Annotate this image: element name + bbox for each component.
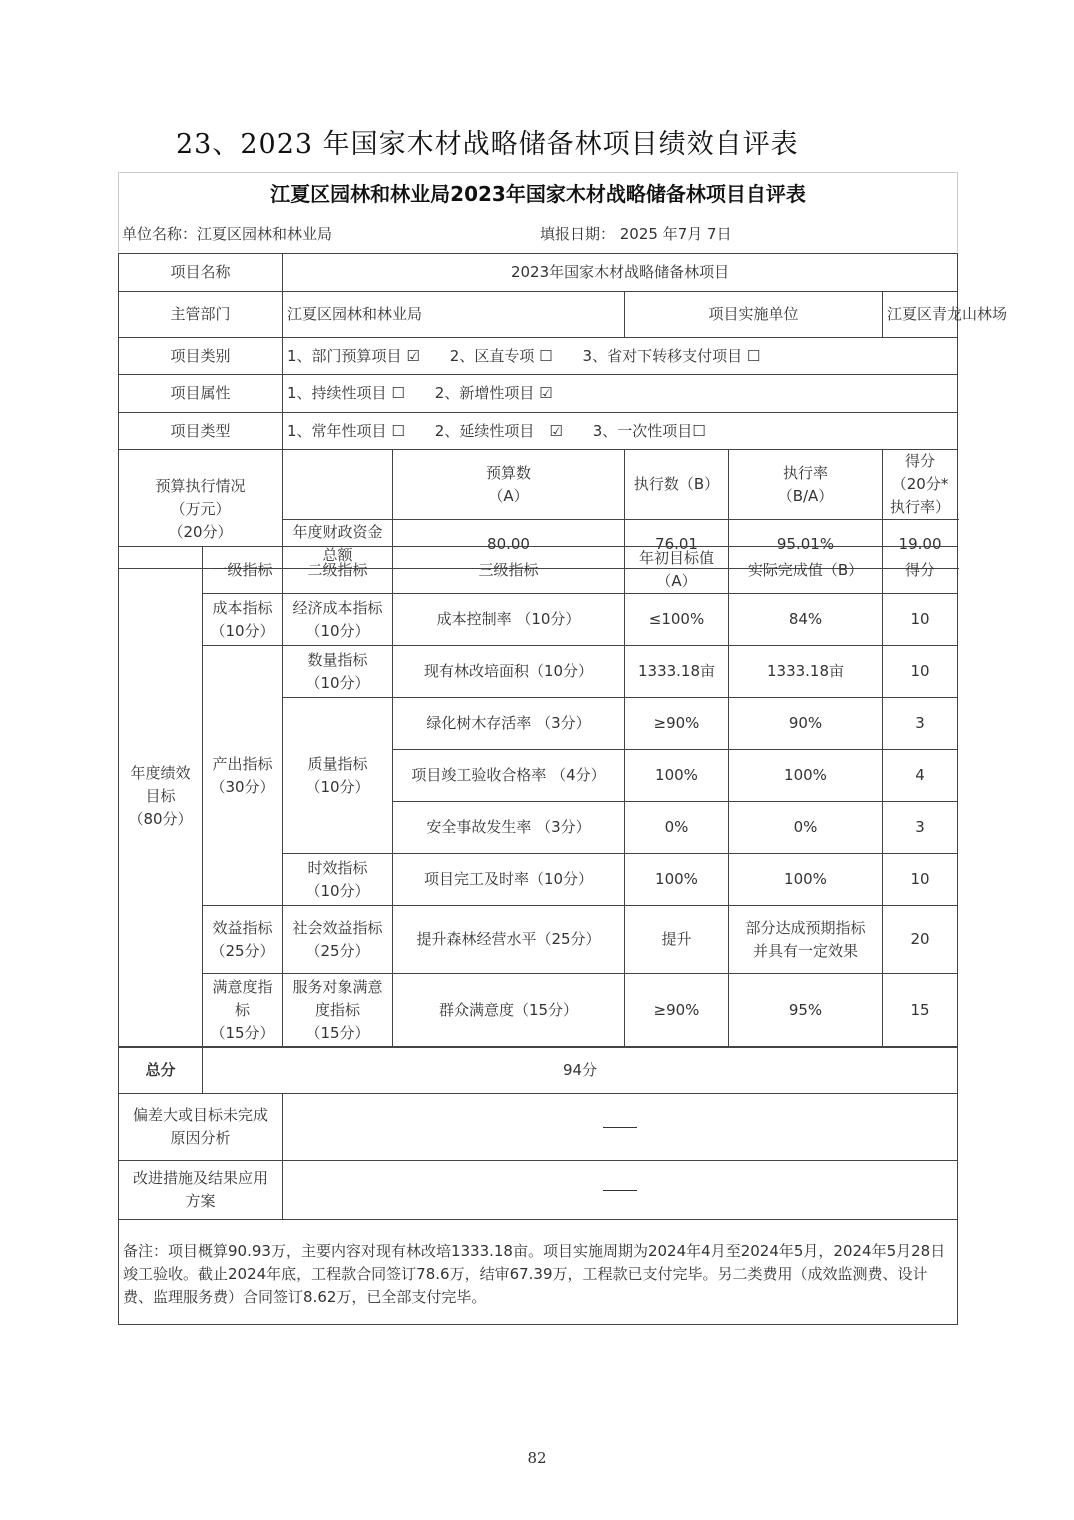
output-indicator-line2: （30分）: [210, 777, 275, 796]
table-row-score: 10: [883, 594, 958, 646]
exec-header: 执行数（B）: [625, 450, 729, 520]
annual-performance-label: [119, 547, 203, 1047]
table-row-target: 100%: [625, 750, 729, 802]
level3-header: 三级指标: [393, 547, 625, 594]
table-row-target: ≥90%: [625, 698, 729, 750]
table-row-score: 20: [883, 906, 958, 974]
category-label: 项目类别: [119, 338, 283, 375]
target-header-line2: （A）: [656, 572, 697, 590]
actual-line2: 并具有一定效果: [752, 941, 858, 960]
economic-cost-line2: （10分）: [305, 621, 370, 640]
social-benefit-line2: （25分）: [305, 941, 370, 960]
budget-value: 80.00: [393, 520, 625, 569]
impl-value: 江夏区青龙山林场: [883, 292, 958, 338]
total-value: 94分: [203, 1048, 958, 1094]
table-row-target: 100%: [625, 854, 729, 906]
total-label: 总分: [119, 1048, 203, 1094]
deviation-value: [283, 1094, 958, 1161]
table-row-actual: 0%: [729, 802, 883, 854]
improvement-label-line1: 改进措施及结果应用: [132, 1169, 268, 1187]
dash-mark: [603, 1190, 637, 1191]
cost-indicator-line1: 成本指标: [212, 598, 273, 617]
budget-header-a-line1: 预算数: [486, 463, 532, 482]
table-row-actual: 95%: [729, 974, 883, 1047]
budget-corner: [283, 450, 393, 520]
annual-fund-label-line2: 总额: [322, 546, 353, 564]
table-row-actual: 90%: [729, 698, 883, 750]
benefit-indicator-line1: 效益指标: [212, 918, 273, 937]
score-header-line2: （20分*执行率）: [890, 475, 951, 516]
perf-group-line1: 年度绩效: [130, 764, 191, 782]
unit-name: 单位名称：江夏区园林和林业局: [122, 225, 333, 243]
quality-indicator-line2: （10分）: [305, 777, 370, 796]
level1-header: 一级指标: [203, 547, 283, 594]
table-row-l3: 安全事故发生率 （3分）: [393, 802, 625, 854]
target-header-line1: 年初目标值: [638, 549, 714, 567]
quality-indicator-line1: 质量指标: [307, 754, 368, 773]
page-number: 82: [527, 1449, 547, 1467]
score-header-line1: 得分: [905, 452, 936, 470]
dept-label: 主管部门: [119, 292, 283, 338]
deviation-label-line2: 原因分析: [170, 1129, 231, 1147]
budget-score-value: 19.00: [883, 520, 958, 569]
cost-indicator-line2: （10分）: [210, 621, 275, 640]
improvement-label: [119, 1161, 283, 1220]
quantity-indicator-line1: 数量指标: [307, 650, 368, 669]
quantity-indicator: [283, 646, 393, 698]
score-header: [883, 450, 958, 520]
deviation-label-line1: 偏差大或目标未完成: [132, 1106, 268, 1124]
level2-header: 二级指标: [283, 547, 393, 594]
quantity-indicator-line2: （10分）: [305, 673, 370, 692]
table-row-l3: 成本控制率 （10分）: [393, 594, 625, 646]
project-name: 2023年国家木材战略储备林项目: [283, 254, 958, 292]
budget-label-line1: 预算执行情况: [155, 476, 246, 495]
table-row-score: 3: [883, 802, 958, 854]
satisfaction-line1: 满意度指: [212, 977, 273, 996]
table-row-actual: 1333.18亩: [729, 646, 883, 698]
type-value: 1、常年性项目 ☐ 2、延续性项目 ☑ 3、一次性项目☐: [283, 413, 958, 450]
table-row-target: 0%: [625, 802, 729, 854]
timeliness-indicator-line1: 时效指标: [307, 858, 368, 877]
table-row-score: 4: [883, 750, 958, 802]
dept-value: 江夏区园林和林业局: [283, 292, 625, 338]
budget-label-line3: （20分）: [168, 522, 233, 541]
table-row-target: ≤100%: [625, 594, 729, 646]
target-header: [625, 547, 729, 594]
budget-header-a: [393, 450, 625, 520]
cost-indicator: [203, 594, 283, 646]
remarks: 备注：项目概算90.93万，主要内容对现有林改培1333.18亩。项目实施周期为2024年4月至2024年5月，2024年5月28日竣工验收。截止2024年底，工程款合同签订78.6万，结审67.39万，工程款已支付完毕。另二类费用（成效监测费、设计费、监理服务费）合同签订8.62万，已全部支付完毕。: [119, 1220, 958, 1325]
rate-header-line1: 执行率: [783, 463, 829, 482]
table-row-actual: [729, 906, 883, 974]
table-row-actual: 84%: [729, 594, 883, 646]
satisfaction-line2: 标: [234, 1000, 250, 1019]
table-row-l3: 项目完工及时率（10分）: [393, 854, 625, 906]
service-line1: 服务对象满意: [292, 977, 383, 996]
benefit-indicator-line2: （25分）: [210, 941, 275, 960]
satisfaction-line3: （15分）: [210, 1023, 275, 1042]
rate-value: 95.01%: [729, 520, 883, 569]
sheet-title: 江夏区园林和林业局2023年国家木材战略储备林项目自评表: [118, 172, 958, 215]
table-row-score: 3: [883, 698, 958, 750]
table-row-l3: 绿化树木存活率 （3分）: [393, 698, 625, 750]
timeliness-indicator: [283, 854, 393, 906]
table-row-l3: 提升森林经营水平（25分）: [393, 906, 625, 974]
service-line3: （15分）: [305, 1023, 370, 1042]
actual-line1: 部分达成预期指标: [745, 918, 866, 937]
annual-fund-label-line1: 年度财政资金: [292, 523, 383, 541]
economic-cost-line1: 经济成本指标: [292, 598, 383, 617]
social-benefit-indicator: [283, 906, 393, 974]
budget-label-line2: （万元）: [170, 499, 231, 518]
output-indicator: [203, 646, 283, 906]
actual-header: 实际完成值（B）: [729, 547, 883, 594]
benefit-indicator: [203, 906, 283, 974]
impl-label: 项目实施单位: [625, 292, 883, 338]
attribute-value: 1、持续性项目 ☐ 2、新增性项目 ☑: [283, 375, 958, 413]
service-satisfaction-indicator: [283, 974, 393, 1047]
timeliness-indicator-line2: （10分）: [305, 881, 370, 900]
table-row-score: 10: [883, 854, 958, 906]
project-name-label: 项目名称: [119, 254, 283, 292]
economic-cost-indicator: [283, 594, 393, 646]
table-row-l3: 群众满意度（15分）: [393, 974, 625, 1047]
table-row-score: 10: [883, 646, 958, 698]
output-indicator-line1: 产出指标: [212, 754, 273, 773]
table-row-l3: 项目竣工验收合格率 （4分）: [393, 750, 625, 802]
table-row-actual: 100%: [729, 854, 883, 906]
perf-group-line3: （80分）: [128, 810, 193, 828]
report-date: 填报日期： 2025 年7月 7日: [540, 225, 732, 243]
score-col-header: 得分: [883, 547, 958, 594]
deviation-label: [119, 1094, 283, 1161]
social-benefit-line1: 社会效益指标: [292, 918, 383, 937]
table-row-target: 提升: [625, 906, 729, 974]
dash-mark: [603, 1127, 637, 1128]
summary-table: [118, 1047, 958, 1325]
table-row-target: 1333.18亩: [625, 646, 729, 698]
evaluation-table: [118, 253, 1008, 569]
table-row-actual: 100%: [729, 750, 883, 802]
category-value: 1、部门预算项目 ☑ 2、区直专项 ☐ 3、省对下转移支付项目 ☐: [283, 338, 958, 375]
service-line2: 度指标: [314, 1000, 360, 1019]
rate-header: [729, 450, 883, 520]
improvement-label-line2: 方案: [185, 1192, 216, 1210]
satisfaction-indicator: [203, 974, 283, 1047]
exec-value: 76.01: [625, 520, 729, 569]
table-row-l3: 现有林改培面积（10分）: [393, 646, 625, 698]
performance-table: [118, 546, 958, 1047]
rate-header-line2: （B/A）: [777, 486, 834, 505]
quality-indicator: [283, 698, 393, 854]
type-label: 项目类型: [119, 413, 283, 450]
budget-header-a-line2: （A）: [488, 486, 529, 505]
table-row-target: ≥90%: [625, 974, 729, 1047]
improvement-value: [283, 1161, 958, 1220]
attribute-label: 项目属性: [119, 375, 283, 413]
perf-group-line2: 目标: [145, 787, 176, 805]
table-row-score: 15: [883, 974, 958, 1047]
page-heading: 23、2023 年国家木材战略储备林项目绩效自评表: [176, 129, 799, 160]
